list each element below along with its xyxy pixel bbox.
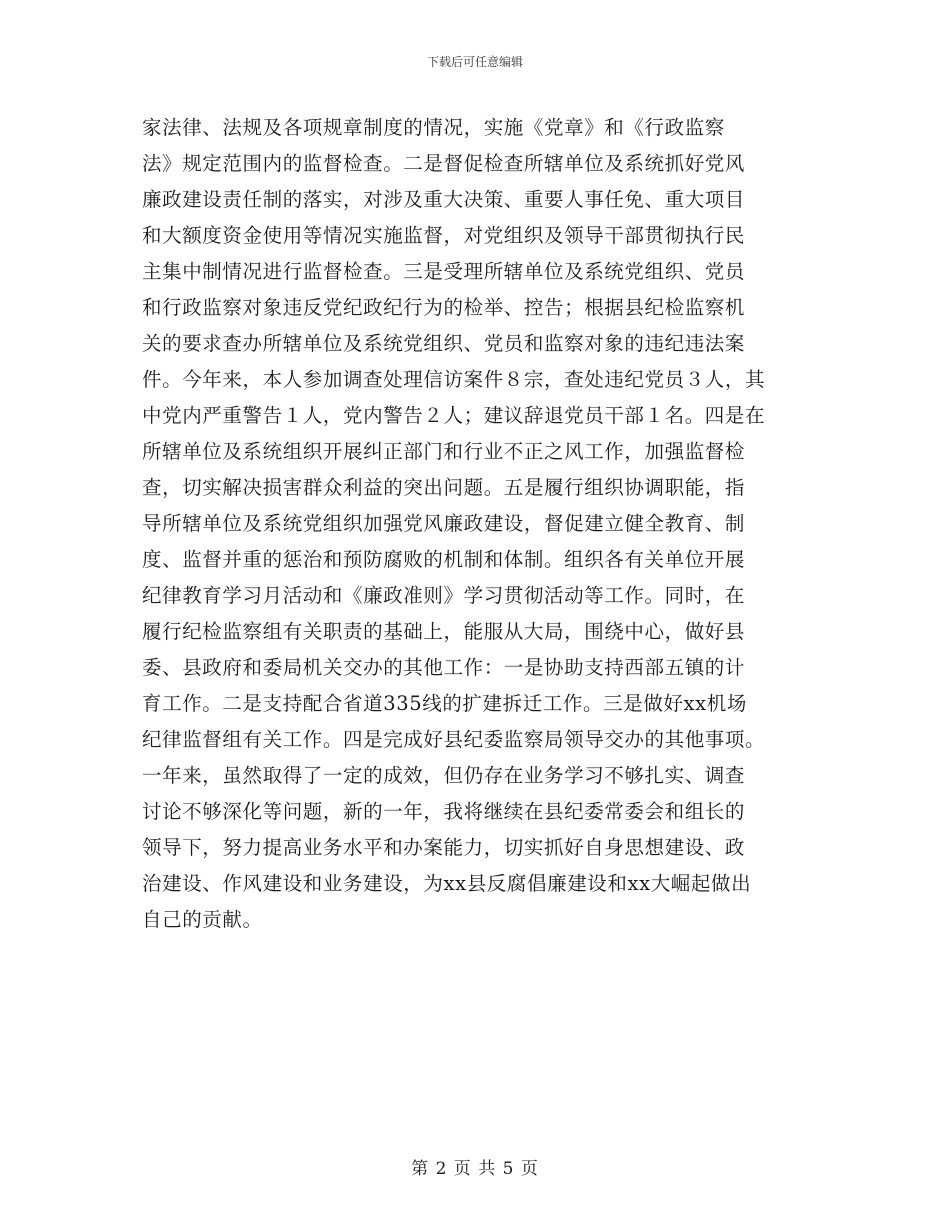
body-line: 中党内严重警告１人，党内警告２人；建议辞退党员干部１名。四是在	[142, 404, 766, 427]
body-line: 度、监督并重的惩治和预防腐败的机制和体制。组织各有关单位开展	[142, 548, 746, 571]
body-line: 和大额度资金使用等情况实施监督，对党组织及领导干部贯彻执行民	[142, 224, 746, 247]
body-line: 件。今年来，本人参加调查处理信访案件８宗，查处违纪党员３人，其	[142, 368, 766, 391]
body-line: 履行纪检监察组有关职责的基础上，能服从大局，围绕中心，做好县	[142, 620, 746, 643]
body-line: 主集中制情况进行监督检查。三是受理所辖单位及系统党组织、党员	[142, 260, 746, 283]
body-line: 委、县政府和委局机关交办的其他工作：一是协助支持西部五镇的计	[142, 656, 746, 679]
body-line: 和行政监察对象违反党纪政纪行为的检举、控告；根据县纪检监察机	[142, 296, 746, 319]
body-line: 家法律、法规及各项规章制度的情况，实施《党章》和《行政监察	[142, 116, 725, 139]
body-line: 廉政建设责任制的落实，对涉及重大决策、重要人事任免、重大项目	[142, 188, 746, 211]
body-line: 查，切实解决损害群众利益的突出问题。五是履行组织协调职能，指	[142, 476, 746, 499]
body-line: 一年来，虽然取得了一定的成效，但仍存在业务学习不够扎实、调查	[142, 764, 746, 787]
body-line: 领导下，努力提高业务水平和办案能力，切实抓好自身思想建设、政	[142, 836, 746, 859]
body-line: 关的要求查办所辖单位及系统党组织、党员和监察对象的违纪违法案	[142, 332, 746, 355]
body-line: 法》规定范围内的监督检查。二是督促检查所辖单位及系统抓好党风	[142, 152, 746, 175]
body-line: 自己的贡献。	[142, 908, 263, 931]
document-body	[142, 110, 812, 938]
body-line: 纪律教育学习月活动和《廉政准则》学习贯彻活动等工作。同时，在	[142, 584, 746, 607]
page-number: 第 2 页 共 5 页	[411, 1159, 539, 1179]
body-line: 纪律监督组有关工作。四是完成好县纪委监察局领导交办的其他事项。	[142, 728, 766, 751]
body-line: 讨论不够深化等问题，新的一年，我将继续在县纪委常委会和组长的	[142, 800, 746, 823]
body-line: 导所辖单位及系统党组织加强党风廉政建设，督促建立健全教育、制	[142, 512, 746, 535]
body-line: 育工作。二是支持配合省道335线的扩建拆迁工作。三是做好xx机场	[142, 692, 747, 715]
body-line: 治建设、作风建设和业务建设，为xx县反腐倡廉建设和xx大崛起做出	[142, 872, 752, 895]
page-header-note: 下载后可任意编辑	[426, 55, 523, 69]
body-line: 所辖单位及系统组织开展纠正部门和行业不正之风工作，加强监督检	[142, 440, 746, 463]
